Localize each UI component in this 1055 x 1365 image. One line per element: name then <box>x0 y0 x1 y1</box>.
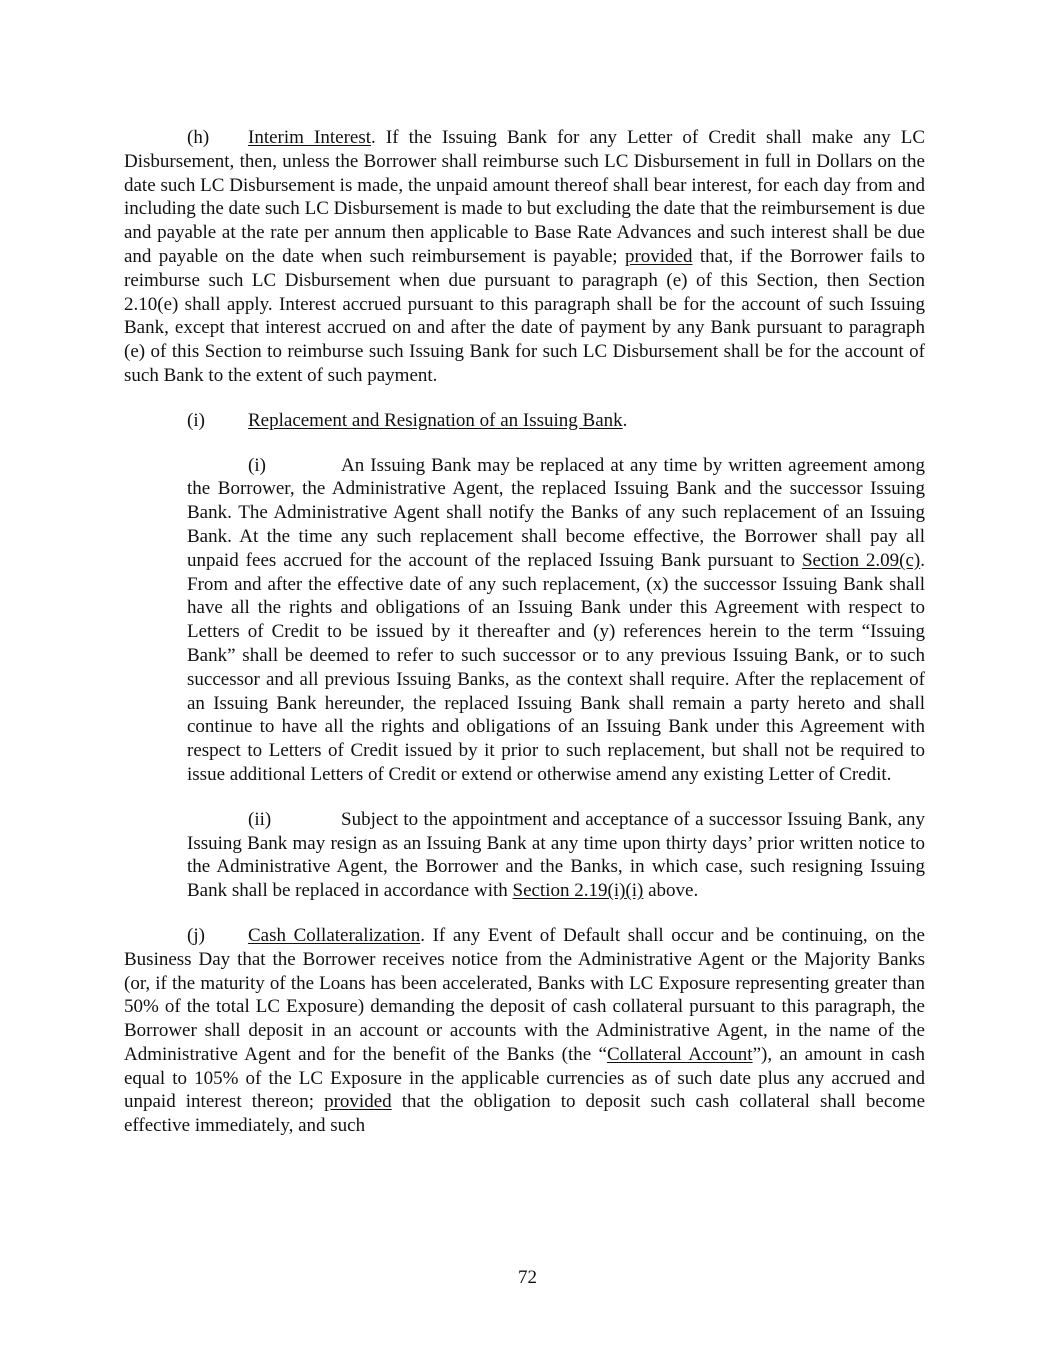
subparagraph-i-ii-number: (ii) <box>248 808 272 830</box>
collateral-account-term: Collateral Account <box>607 1043 753 1065</box>
section-2-09c-reference: Section 2.09(c) <box>801 549 921 571</box>
paragraph-i-period: . <box>622 409 628 431</box>
paragraph-j-heading: Cash Collateralization <box>248 924 421 946</box>
section-2-19-reference: Section 2.19(i)(i) <box>512 880 644 902</box>
subparagraph-i-i-text-1: An Issuing Bank may be replaced at any time by written agreement among the Borrower, the Administrative Agent, the replaced Issuing Bank and the successor Issuing Bank. The Administrative Agent shall notify the Banks of any such replacement of an Issuing Bank. At the time any such replacement shall become effective, the Borrower shall pay all unpaid fees accrued for the account of the replaced Issuing Bank pursuant to <box>187 454 925 571</box>
paragraph-j <box>124 924 925 1138</box>
paragraph-i-number: (i) <box>187 409 205 431</box>
subparagraph-i-i <box>187 454 925 787</box>
paragraph-j-number: (j) <box>187 924 205 946</box>
page-number: 72 <box>518 1267 537 1288</box>
paragraph-h-text-1: . If the Issuing Bank for any Letter of Credit shall make any LC Disbursement, then, unless the Borrower shall reimburse such LC Disbursement in full in Dollars on the date such LC Disbursement is made, the unpaid amount thereof shall bear interest, for each day from and including the date such LC Disbursement is made to but excluding the date that the reimbursement is due and payable at the rate per annum then applicable to Base Rate Advances and such interest shall be due and payable on the date when such reimbursement is payable; <box>124 127 925 267</box>
paragraph-h-provided: provided <box>624 245 693 267</box>
document-body <box>124 126 925 1159</box>
paragraph-h-text-2: that, if the Borrower fails to reimburse such LC Disbursement when due pursuant to paragraph (e) of this Section, then Section 2.10(e) shall apply. Interest accrued pursuant to this paragraph shall be for the account of such Issuing Bank, except that interest accrued on and after the date of payment by any Bank pursuant to paragraph (e) of this Section to reimburse such Issuing Bank for such LC Disbursement shall be for the account of such Bank to the extent of such payment. <box>124 245 925 386</box>
paragraph-j-text-3: that the obligation to deposit such cash collateral shall become effective immediately, and such <box>124 1091 926 1137</box>
paragraph-j-text-1: . If any Event of Default shall occur and be continuing, on the Business Day that the Borrower receives notice from the Administrative Agent or the Majority Banks (or, if the maturity of the Loans has been accelerated, Banks with LC Exposure representing greater than 50% of the total LC Exposure) demanding the deposit of cash collateral pursuant to this paragraph, the Borrower shall deposit in an account or accounts with the Administrative Agent, in the name of the Administrative Agent and for the benefit of the Banks (the “ <box>124 924 925 1065</box>
subparagraph-i-i-number: (i) <box>248 454 266 476</box>
subparagraph-i-ii-text-2: above. <box>643 880 699 902</box>
paragraph-j-text-2: ”), an amount in cash equal to 105% of the LC Exposure in the applicable currencies as of such date plus any accrued and unpaid interest thereon; <box>124 1043 925 1113</box>
subparagraph-i-ii-text-1: Subject to the appointment and acceptance of a successor Issuing Bank, any Issuing Bank may resign as an Issuing Bank at any time upon thirty days’ prior written notice to the Administrative Agent, the Borrower and the Banks, in which case, such resigning Issuing Bank shall be replaced in accordance with <box>187 808 925 902</box>
paragraph-h <box>124 126 925 388</box>
subparagraph-i-ii <box>187 808 925 903</box>
paragraph-i <box>124 409 925 433</box>
subparagraph-i-i-text-2: . From and after the effective date of any such replacement, (x) the successor Issuing Bank shall have all the rights and obligations of an Issuing Bank under this Agreement with respect to Letters of Credit to be issued by it thereafter and (y) references herein to the term “Issuing Bank” shall be deemed to refer to such successor or to any previous Issuing Bank, or to such successor and all previous Issuing Banks, as the context shall require. After the replacement of an Issuing Bank hereunder, the replaced Issuing Bank shall remain a party hereto and shall continue to have all the rights and obligations of an Issuing Bank under this Agreement with respect to Letters of Credit issued by it prior to such replacement, but shall not be required to issue additional Letters of Credit or extend or otherwise amend any existing Letter of Credit. <box>187 549 925 785</box>
paragraph-h-number: (h) <box>187 127 210 148</box>
paragraph-h-heading: Interim Interest <box>248 127 372 148</box>
paragraph-j-provided: provided <box>324 1091 392 1113</box>
paragraph-i-heading: Replacement and Resignation of an Issuing Bank <box>248 409 623 431</box>
